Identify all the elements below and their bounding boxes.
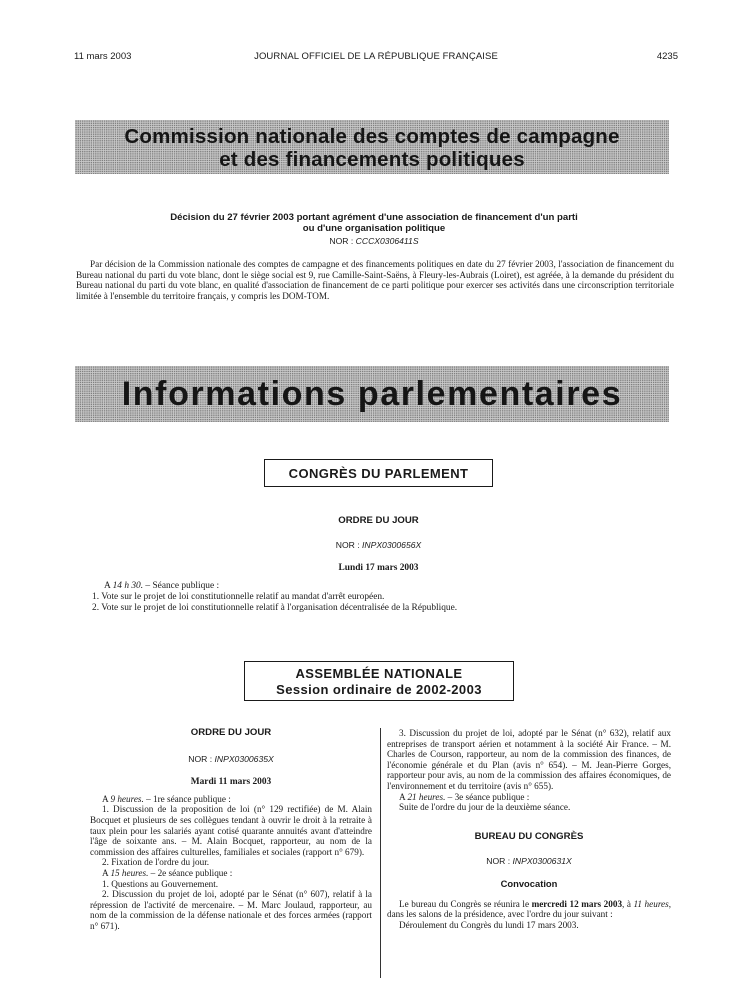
nor-code: INPX0300656X bbox=[362, 540, 422, 550]
seance-3-text: Suite de l'ordre du jour de la deuxième séance. bbox=[399, 802, 571, 813]
seance-1-item: 1. Discussion de la proposition de loi (n° 129 rectifiée) de M. Alain Bocquet et plusieurs de ses collègues tendant à ouvrir le droit à la retraite à taux plein pour les salariés ayant cotisé quarante annuités avant d'atteindre l'âge de soixante ans. – M. Alain Bocquet, rapporteur, au nom de la commission des affaires culturelles, familiales et sociales (rapport n° 679). bbox=[90, 804, 372, 857]
decision-nor bbox=[110, 236, 638, 246]
commission-banner bbox=[75, 120, 669, 174]
congres-box-title: CONGRÈS DU PARLEMENT bbox=[264, 459, 493, 487]
seance-3-lead: A 21 heures. – 3e séance publique : bbox=[399, 791, 530, 802]
page-number: 4235 bbox=[656, 51, 678, 62]
decision-title-line1: Décision du 27 février 2003 portant agrément d'une association de financement d'un parti bbox=[170, 212, 578, 223]
assemblee-box-title bbox=[244, 661, 514, 701]
column-divider bbox=[380, 728, 381, 978]
convocation-text: Le bureau du Congrès se réunira le mercredi 12 mars 2003, à 11 heures, dans les salons de la présidence, avec l'ordre du jour suivant : bbox=[387, 898, 672, 920]
assemblee-column-right bbox=[387, 728, 671, 930]
nor-label: NOR : bbox=[486, 856, 513, 867]
assemblee-box-line2: Session ordinaire de 2002-2003 bbox=[276, 682, 482, 697]
issue-date: 11 mars 2003 bbox=[74, 51, 132, 62]
decision-title-line2: ou d'une organisation politique bbox=[302, 223, 446, 234]
assemblee-date: Mardi 11 mars 2003 bbox=[190, 777, 272, 788]
nor-label: NOR : bbox=[335, 540, 362, 550]
convocation-agenda: Déroulement du Congrès du lundi 17 mars 2003. bbox=[399, 919, 579, 930]
decision-title bbox=[110, 212, 638, 234]
info-banner: Informations parlementaires bbox=[75, 366, 669, 422]
decision-body: Par décision de la Commission nationale des comptes de campagne et des financements politiques en date du 27 février 2003, l'association de financement du Bureau national du parti du vote blanc, dont le siège social est 9, rue Camille-Saint-Saëns, à Fleury-les-Aubrais (Loiret), est agréée, à la demande du président du Bureau national du parti du vote blanc, en qualité d'association de financement de ce parti politique pour exercer ses activités dans une circonscription territoriale limitée à l'ensemble du territoire français, y compris les DOM-TOM. bbox=[76, 259, 674, 301]
nor-code: CCCX0306411S bbox=[355, 236, 419, 246]
nor-label: NOR : bbox=[329, 236, 356, 246]
nor-code: INPX0300631X bbox=[512, 856, 572, 867]
congres-session-lead: A 14 h 30. – Séance publique : bbox=[104, 581, 220, 591]
convocation-heading: Convocation bbox=[500, 877, 558, 889]
nor-code: INPX0300635X bbox=[214, 753, 274, 764]
seance-2-item: 2. Discussion du projet de loi, adopté par le Sénat (n° 607), relatif à la répression de l'activité de mercenaire. – M. Marc Joulaud, rapporteur, au nom de la commission de la défense nationale et des forces armées (rapport n° 671). bbox=[90, 889, 372, 931]
bureau-nor bbox=[387, 856, 671, 867]
running-head bbox=[74, 51, 678, 65]
bureau-title: BUREAU DU CONGRÈS bbox=[474, 830, 584, 842]
congres-item: 1. Vote sur le projet de loi constitutionnelle relatif au mandat d'arrêt européen. bbox=[92, 592, 385, 602]
seance-1-lead: A 9 heures. – 1re séance publique : bbox=[102, 793, 231, 804]
nor-label: NOR : bbox=[188, 753, 215, 764]
journal-title: JOURNAL OFFICIEL DE LA RÉPUBLIQUE FRANÇAISE bbox=[254, 51, 498, 62]
assemblee-nor bbox=[90, 754, 372, 765]
congres-nor bbox=[264, 540, 493, 550]
assemblee-column-left bbox=[90, 728, 372, 932]
assemblee-box-line1: ASSEMBLÉE NATIONALE bbox=[295, 666, 463, 681]
seance-2-lead: A 15 heures. – 2e séance publique : bbox=[102, 867, 233, 878]
seance-2-item: 3. Discussion du projet de loi, adopté par le Sénat (n° 632), relatif aux entreprises de transport aérien et notamment à la société Air France. – M. Charles de Courson, rapporteur, au nom de la commission des finances, de l'économie générale et du Plan (avis n° 654). – M. Jean-Pierre Gorges, rapporteur pour avis, au nom de la commission des affaires économiques, de l'environnement et du territoire (avis n° 655). bbox=[387, 728, 671, 791]
congres-date: Lundi 17 mars 2003 bbox=[338, 563, 419, 573]
seance-1-item: 2. Fixation de l'ordre du jour. bbox=[102, 857, 210, 868]
assemblee-ordre-du-jour: ORDRE DU JOUR bbox=[190, 727, 272, 738]
commission-banner-line1: Commission nationale des comptes de campagne bbox=[124, 125, 620, 148]
congres-item: 2. Vote sur le projet de loi constitutionnelle relatif à l'organisation décentralisée de la République. bbox=[92, 603, 458, 613]
congres-session bbox=[92, 581, 652, 614]
congres-ordre-du-jour: ORDRE DU JOUR bbox=[338, 515, 419, 526]
commission-banner-line2: et des financements politiques bbox=[219, 148, 525, 171]
seance-2-item: 1. Questions au Gouvernement. bbox=[102, 878, 219, 889]
